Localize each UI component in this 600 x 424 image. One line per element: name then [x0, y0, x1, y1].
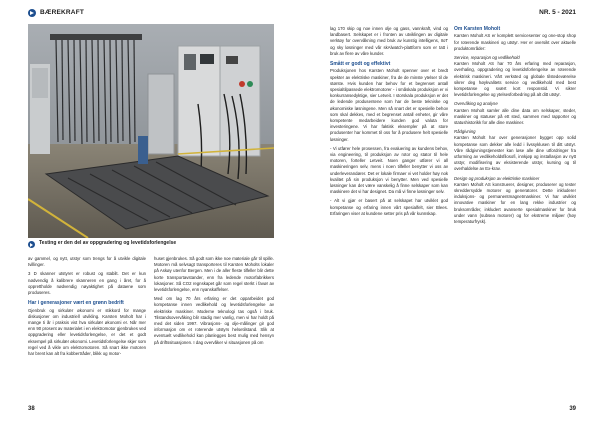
left-column-2	[154, 256, 274, 349]
paragraph: Gjenbruk og sirkulær økonomi er stikkord for mange diskusjoner om industriell utvikling. Karsten Moholt har i mange ti år i praksis vist hva sirkulær økonomi er. Når mer enn 90 prosent av materialet i en elektromotor gjenbrukes ved oppgradering eller levetidsforlengelse, er det et godt eksempel på sirkulær økonomi. Levetidsforlengelse skjer som regel ved å vikle om elektromotoren. Så snart ikke motoren har brent kan alt fra kobbertråder, blikk og motor-	[28, 307, 146, 357]
workshop-photo	[28, 24, 274, 238]
section-header	[28, 8, 84, 17]
factbox-subtitle: Rådgivning	[454, 129, 476, 135]
page-number-left: 38	[28, 406, 35, 412]
paragraph: - Vi utfører hele prosessen, fra evaluering av kundens behov, via engineering, til produksjon av rotor og stator til hele motoren, forteller Letveit. Noen ganger utfører vi all maskineringen selv, mens i noen tilfeller benytter vi oss av underleverandører. Det er lokale firmaer vi vet holder høy nok kvalitet på sin produksjon vi benytter. Men ved spesielle løsninger kan det være vanskelig å finne selskaper som kan maskinere det vi har designet. Da må vi finne løsninger selv.	[330, 145, 448, 195]
paragraph: - Alt vi gjør er basert på at selskapet har utviklet god kompetanse og erfaring innen vårt spesialfelt, sier Blees. Erfaringen viser at kundene setter pris på vår kunnskap.	[330, 198, 448, 216]
page-number-right: 39	[569, 406, 576, 412]
arrow-circle-icon	[28, 9, 36, 17]
factbox-heading: Om Karsten Moholt	[454, 26, 501, 32]
right-column-2-factbox	[454, 26, 576, 228]
caption-text: Testing er den del av oppgradering og levetidsforlengelse	[39, 240, 177, 246]
right-column-1	[330, 26, 448, 220]
paragraph: 3 D skanner utstyret er robust og stabilt. Det er kun nødvendig å kalibrere skanneren en gang i året, for å opprettholde nødvendig nøyaktighet på dataene som produseres.	[28, 271, 146, 296]
section-name: BÆREKRAFT	[40, 9, 85, 16]
subheading: Har i generasjoner vært en grønn bedrift	[28, 300, 124, 307]
factbox-intro: Karsten Moholt AS er komplett servicesenter og one-stop shop for roterende maskineri og utstyr. Her er oversikt over aktuelle produktområder:	[454, 33, 576, 51]
left-column-1	[28, 256, 146, 360]
paragraph: huset gjenbrukes. Så godt som ikke noe materiale går til spille. Motoren må selvsagt transporteres til Karsten Moholts lokaler på Askøy utenfor Bergen. Men i de aller fleste tilfeller blir dette korte transportavstander, enn fra ledende motorfabrikkers lokasjoner. Så CO2 regnskapet går som regel sterkt i favør av levetidsforlengelse, enn nyanskaffelser.	[154, 256, 274, 293]
factbox-text: Karsten Moholt AS konstruerer, designer, produserer og tester skreddersydde motorer og generatorer. Dette inkluderer induksjons- og permanentmagnetmaskiner. Vi har utviklet innovative maskiner for en lang rekke industrier og bruksområder, inkludert avanserte spesialmaskiner for bruk under vann (subsea motorer) og for ekstreme miljøer (høy temperaturfrysk).	[454, 181, 576, 225]
subheading: Smått er godt og effektivt	[330, 61, 391, 68]
factbox-subtitle: Design og produksjon av elektriske maskiner	[454, 175, 540, 181]
paragraph: av gammel, og nytt, utstyr som trengs for å utvikle digitale tvillinger.	[28, 256, 146, 268]
issue-header	[539, 8, 576, 17]
photo-caption	[28, 240, 274, 248]
factbox-text: Karsten Moholt har over generasjoner bygget opp solid kompetanse som dekker alle ledd i livssyklusen til ditt utstyr. Våre rådgivningstjenester kan løse alle dine utfordringer fra utforming av vedlikeholdsfilosofi, innkjøp og installasjon av nytt utstyr, modifisering av eksisterende utstyr, kursing og til overhaldelse av Ex-krav.	[454, 135, 576, 172]
factbox-subtitle: Service, reparasjon og vedlikehold	[454, 55, 520, 61]
paragraph: Med om lag 70 års erfaring er det opparbeidet god kompetanse innen vedlikehold og levetidsforlengelse av elektriske maskiner. Moderne teknologi tas også i bruk. Tilstandsovervåking blir stadig mer vanlig, men vi har holdt på med det siden 1997. Vibrasjons- og olje-målinger gir god informasjon om et roterende utstyrs helsetilstand. Slik at eventuelt vedlikehold kan planlegges best mulig med hensyn på driftssituasjonen. I dag overvåker vi situasjonen på om	[154, 296, 274, 345]
arrow-circle-icon	[28, 241, 35, 248]
paragraph: Produksjonen hos Karsten Moholt spenner over et bredt spekter av elektriske maskiner, fra de de minste ytelser til de største. Hvis kunden har behov for et begrenset antall spesialtilpassede elektromotorer - i småskala produksjon er vi konkurransedyktige, sier Letveit. I storskala produksjon er det de ledende produsentene som har de beste tekniske og økonomiske løsningene. Men så snart det er spesielle behov som skal dekkes, med et begrenset antall enheter, gir våre kompetente medarbeidere kunden god valuta for investeringene. Vi har faktisk eksempler på at store produsenter har kommet til oss for å produsere helt spesielle løsninger.	[330, 68, 448, 142]
issue-number: NR. 5 - 2021	[539, 9, 576, 16]
factbox-text: Karsten Moholt samler alle dine data om selskaper, steder, maskiner og statuser på ett sted, sammen med rapporter og statushistorikk for alle dine maskiner.	[454, 107, 576, 126]
factbox-text: Karsten Moholt AS har 70 års erfaring med reparasjon, overhaling, oppgradering og levetidsforlengelse av roterende elektrisk maskineri. Vårt verksted og globale tilstedeværelse sikrer deg høykvalitets service og vedlikehold med best kompetanse og svært kort responstid. Vi sikrer levetidsforlengelse og ytelsesforbedring på alt ditt utstyr.	[454, 61, 576, 98]
right-page	[300, 0, 600, 424]
factbox-subtitle: Overvåking og analyse	[454, 101, 498, 107]
paragraph: lag 170 skip og noe innen olje og gass, vannkraft, vind og landbasert. Selskapet er i fronten av utviklingen av digitale verktøy for overvåkning med bruk av kunstig intelligens, IIoT og sky løsninger med vår skAlwatch-plattform som er tatt i bruk av flere av våre kunder.	[330, 26, 448, 56]
